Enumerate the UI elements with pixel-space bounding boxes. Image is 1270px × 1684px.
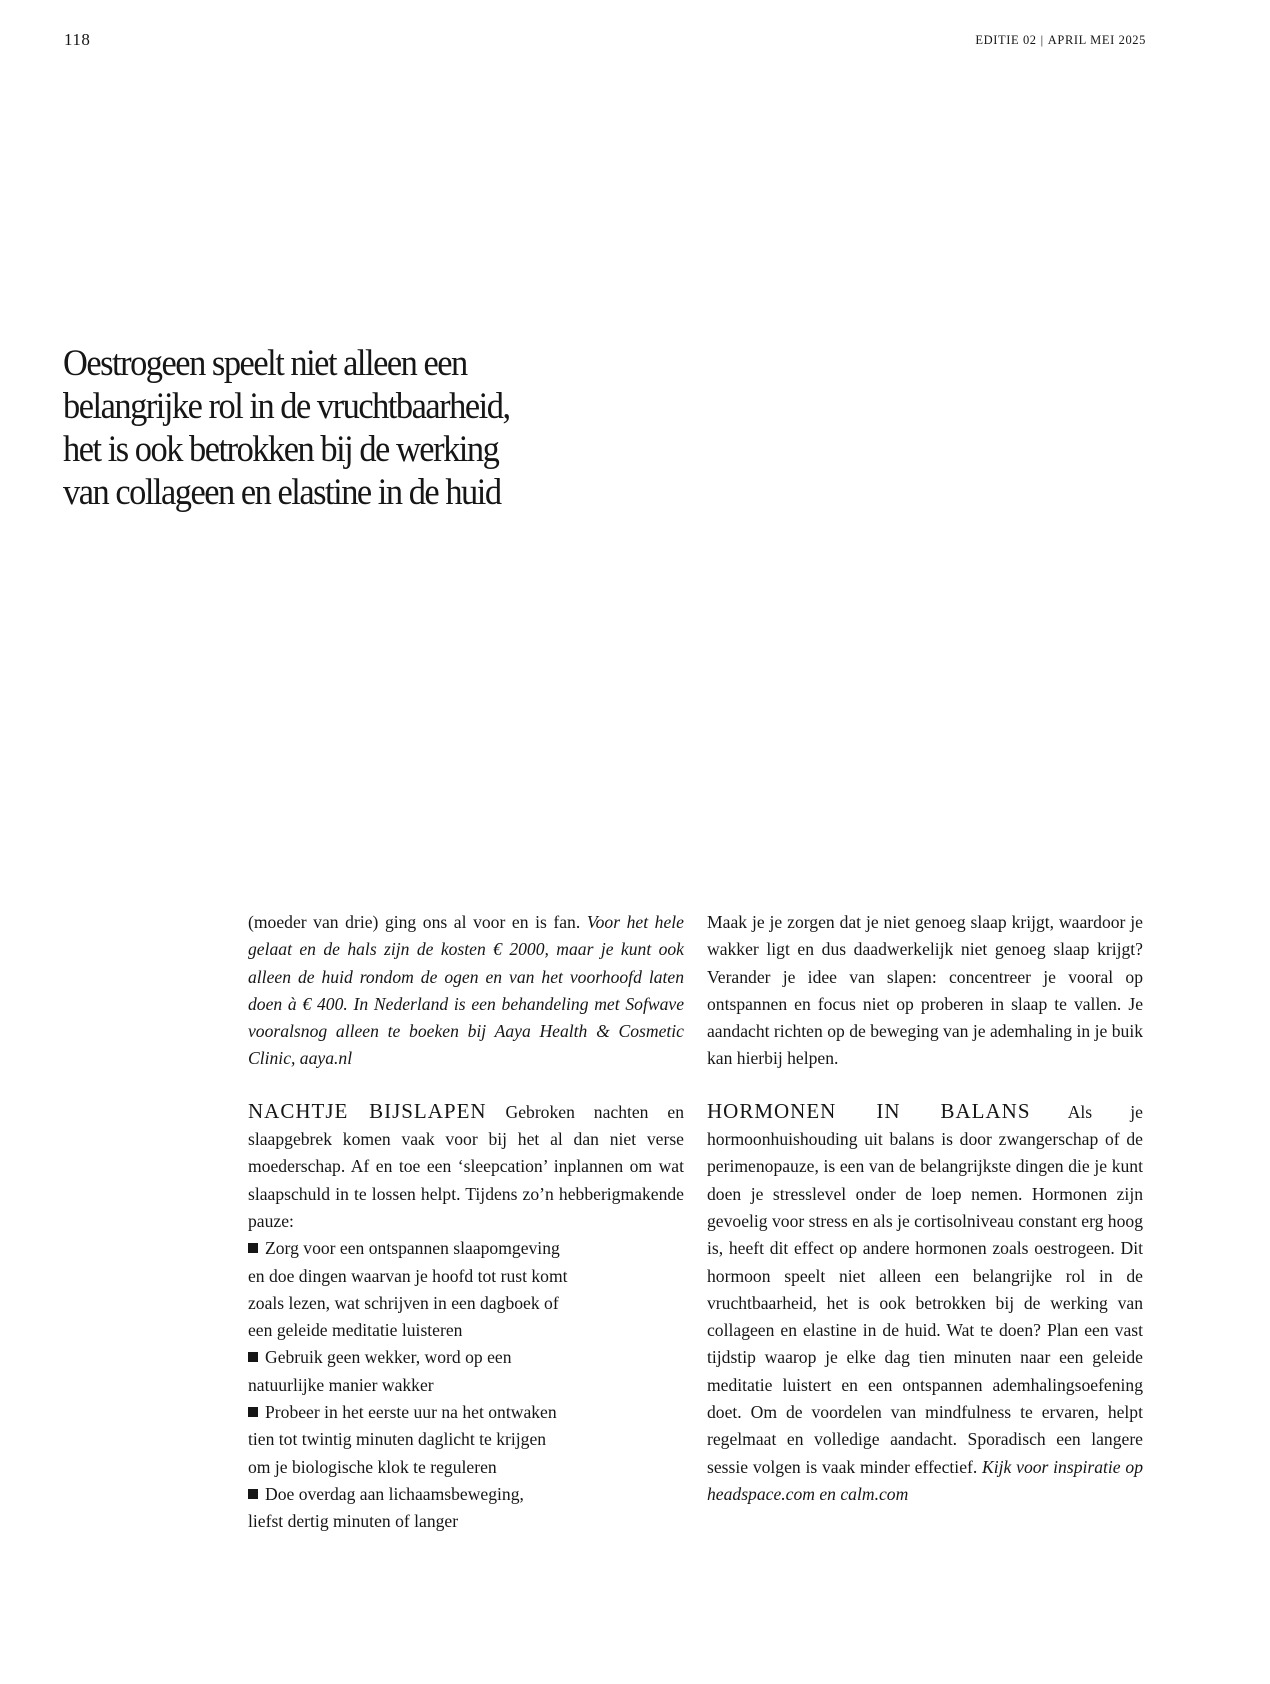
edition-label: EDITIE 02 [975, 33, 1037, 47]
list-item-line: Gebruik geen wekker, word op een [265, 1347, 512, 1368]
square-bullet-icon [248, 1243, 258, 1253]
list-item-line: Zorg voor een ontspannen slaapomgeving [265, 1238, 560, 1259]
list-item [248, 1235, 684, 1344]
section-heading: HORMONEN IN BALANS [707, 1098, 1031, 1123]
list-item [248, 1399, 684, 1481]
issue-date: APRIL MEI 2025 [1047, 33, 1146, 47]
page-number: 118 [64, 30, 91, 49]
intro-paragraph [248, 909, 684, 1073]
list-item-line: liefst dertig minuten of langer [248, 1511, 459, 1532]
section-paragraph [248, 1098, 684, 1235]
list-item-line: natuurlijke manier wakker [248, 1374, 434, 1395]
tips-list [248, 1235, 684, 1535]
pull-quote-line: van collageen en elastine in de huid [63, 472, 501, 513]
list-item-line: Probeer in het eerste uur na het ontwaken [265, 1402, 557, 1423]
intro-paragraph: Maak je je zorgen dat je niet genoeg slaap krijgt, waardoor je wakker ligt en dus daadwerkelijk niet genoeg slaap krijgt? Verander je idee van slapen: concentreer je vooral op ontspannen en focus niet op proberen in slaap te vallen. Je aandacht richten op de beweging van je ademhaling in je buik kan hierbij helpen. [707, 912, 1143, 1069]
list-item-line: om je biologische klok te reguleren [248, 1456, 497, 1477]
pull-quote [63, 342, 547, 514]
header-separator: | [1040, 33, 1044, 47]
running-header [975, 33, 1146, 48]
section-heading: NACHTJE BIJSLAPEN [248, 1098, 487, 1123]
section-body: Gebroken nachten en slaapgebrek komen vaak voor bij het al dan niet verse moederschap. Af en toe een ‘sleepcation’ inplannen om wat slaapschuld in te lossen helpt. Tijdens zo’n hebberigmakende pauze: [248, 1101, 684, 1231]
section-nachtje-bijslapen [248, 1098, 684, 1536]
pull-quote-line: het is ook betrokken bij de werking [63, 429, 499, 470]
square-bullet-icon [248, 1407, 258, 1417]
intro-text: (moeder van drie) ging ons al voor en is fan. [248, 912, 587, 932]
list-item [248, 1344, 684, 1399]
list-item [248, 1481, 684, 1536]
right-column [707, 909, 1143, 1508]
list-item-line: een geleide meditatie luisteren [248, 1320, 463, 1341]
square-bullet-icon [248, 1489, 258, 1499]
list-item-line: en doe dingen waarvan je hoofd tot rust komt [248, 1265, 568, 1286]
inspiration-links: Kijk voor inspiratie op headspace.com en calm.com [707, 1456, 1143, 1504]
square-bullet-icon [248, 1352, 258, 1362]
price-info: Voor het hele gelaat en de hals zijn de kosten € 2000, maar je kunt ook alleen de huid rondom de ogen en van het voorhoofd laten doen à € 400. In Nederland is een behandeling met Sofwave vooralsnog alleen te boeken bij Aaya Health & Cosmetic Clinic, aaya.nl [248, 912, 684, 1069]
pull-quote-line: belangrijke rol in de vruchtbaarheid, [63, 386, 510, 427]
list-item-line: tien tot twintig minuten daglicht te krijgen [248, 1429, 547, 1450]
list-item-line: Doe overdag aan lichaamsbeweging, [265, 1483, 524, 1504]
section-paragraph [707, 1098, 1143, 1508]
section-hormonen-in-balans [707, 1098, 1143, 1508]
section-body: Als je hormoonhuishouding uit balans is door zwangerschap of de perimenopauze, is een van de belangrijkste dingen die je kunt doen je stresslevel onder de loep nemen. Hormonen zijn gevoelig voor stress en als je cortisolniveau constant erg hoog is, heeft dit effect op andere hormonen zoals oestrogeen. Dit hormoon speelt niet alleen een belangrijke rol in de vruchtbaarheid, het is ook betrokken bij de werking van collageen en elastine in de huid. Wat te doen? Plan een vast tijdstip waarop je elke dag tien minuten naar een geleide meditatie luistert en een ontspannen ademhalingsoefening doet. Om de voordelen van mindfulness te ervaren, helpt regelmaat en volledige aandacht. Sporadisch een langere sessie volgen is vaak minder effectief. [707, 1101, 1143, 1477]
left-column [248, 909, 684, 1536]
list-item-line: zoals lezen, wat schrijven in een dagboek of [248, 1292, 559, 1313]
pull-quote-line: Oestrogeen speelt niet alleen een [63, 343, 467, 384]
